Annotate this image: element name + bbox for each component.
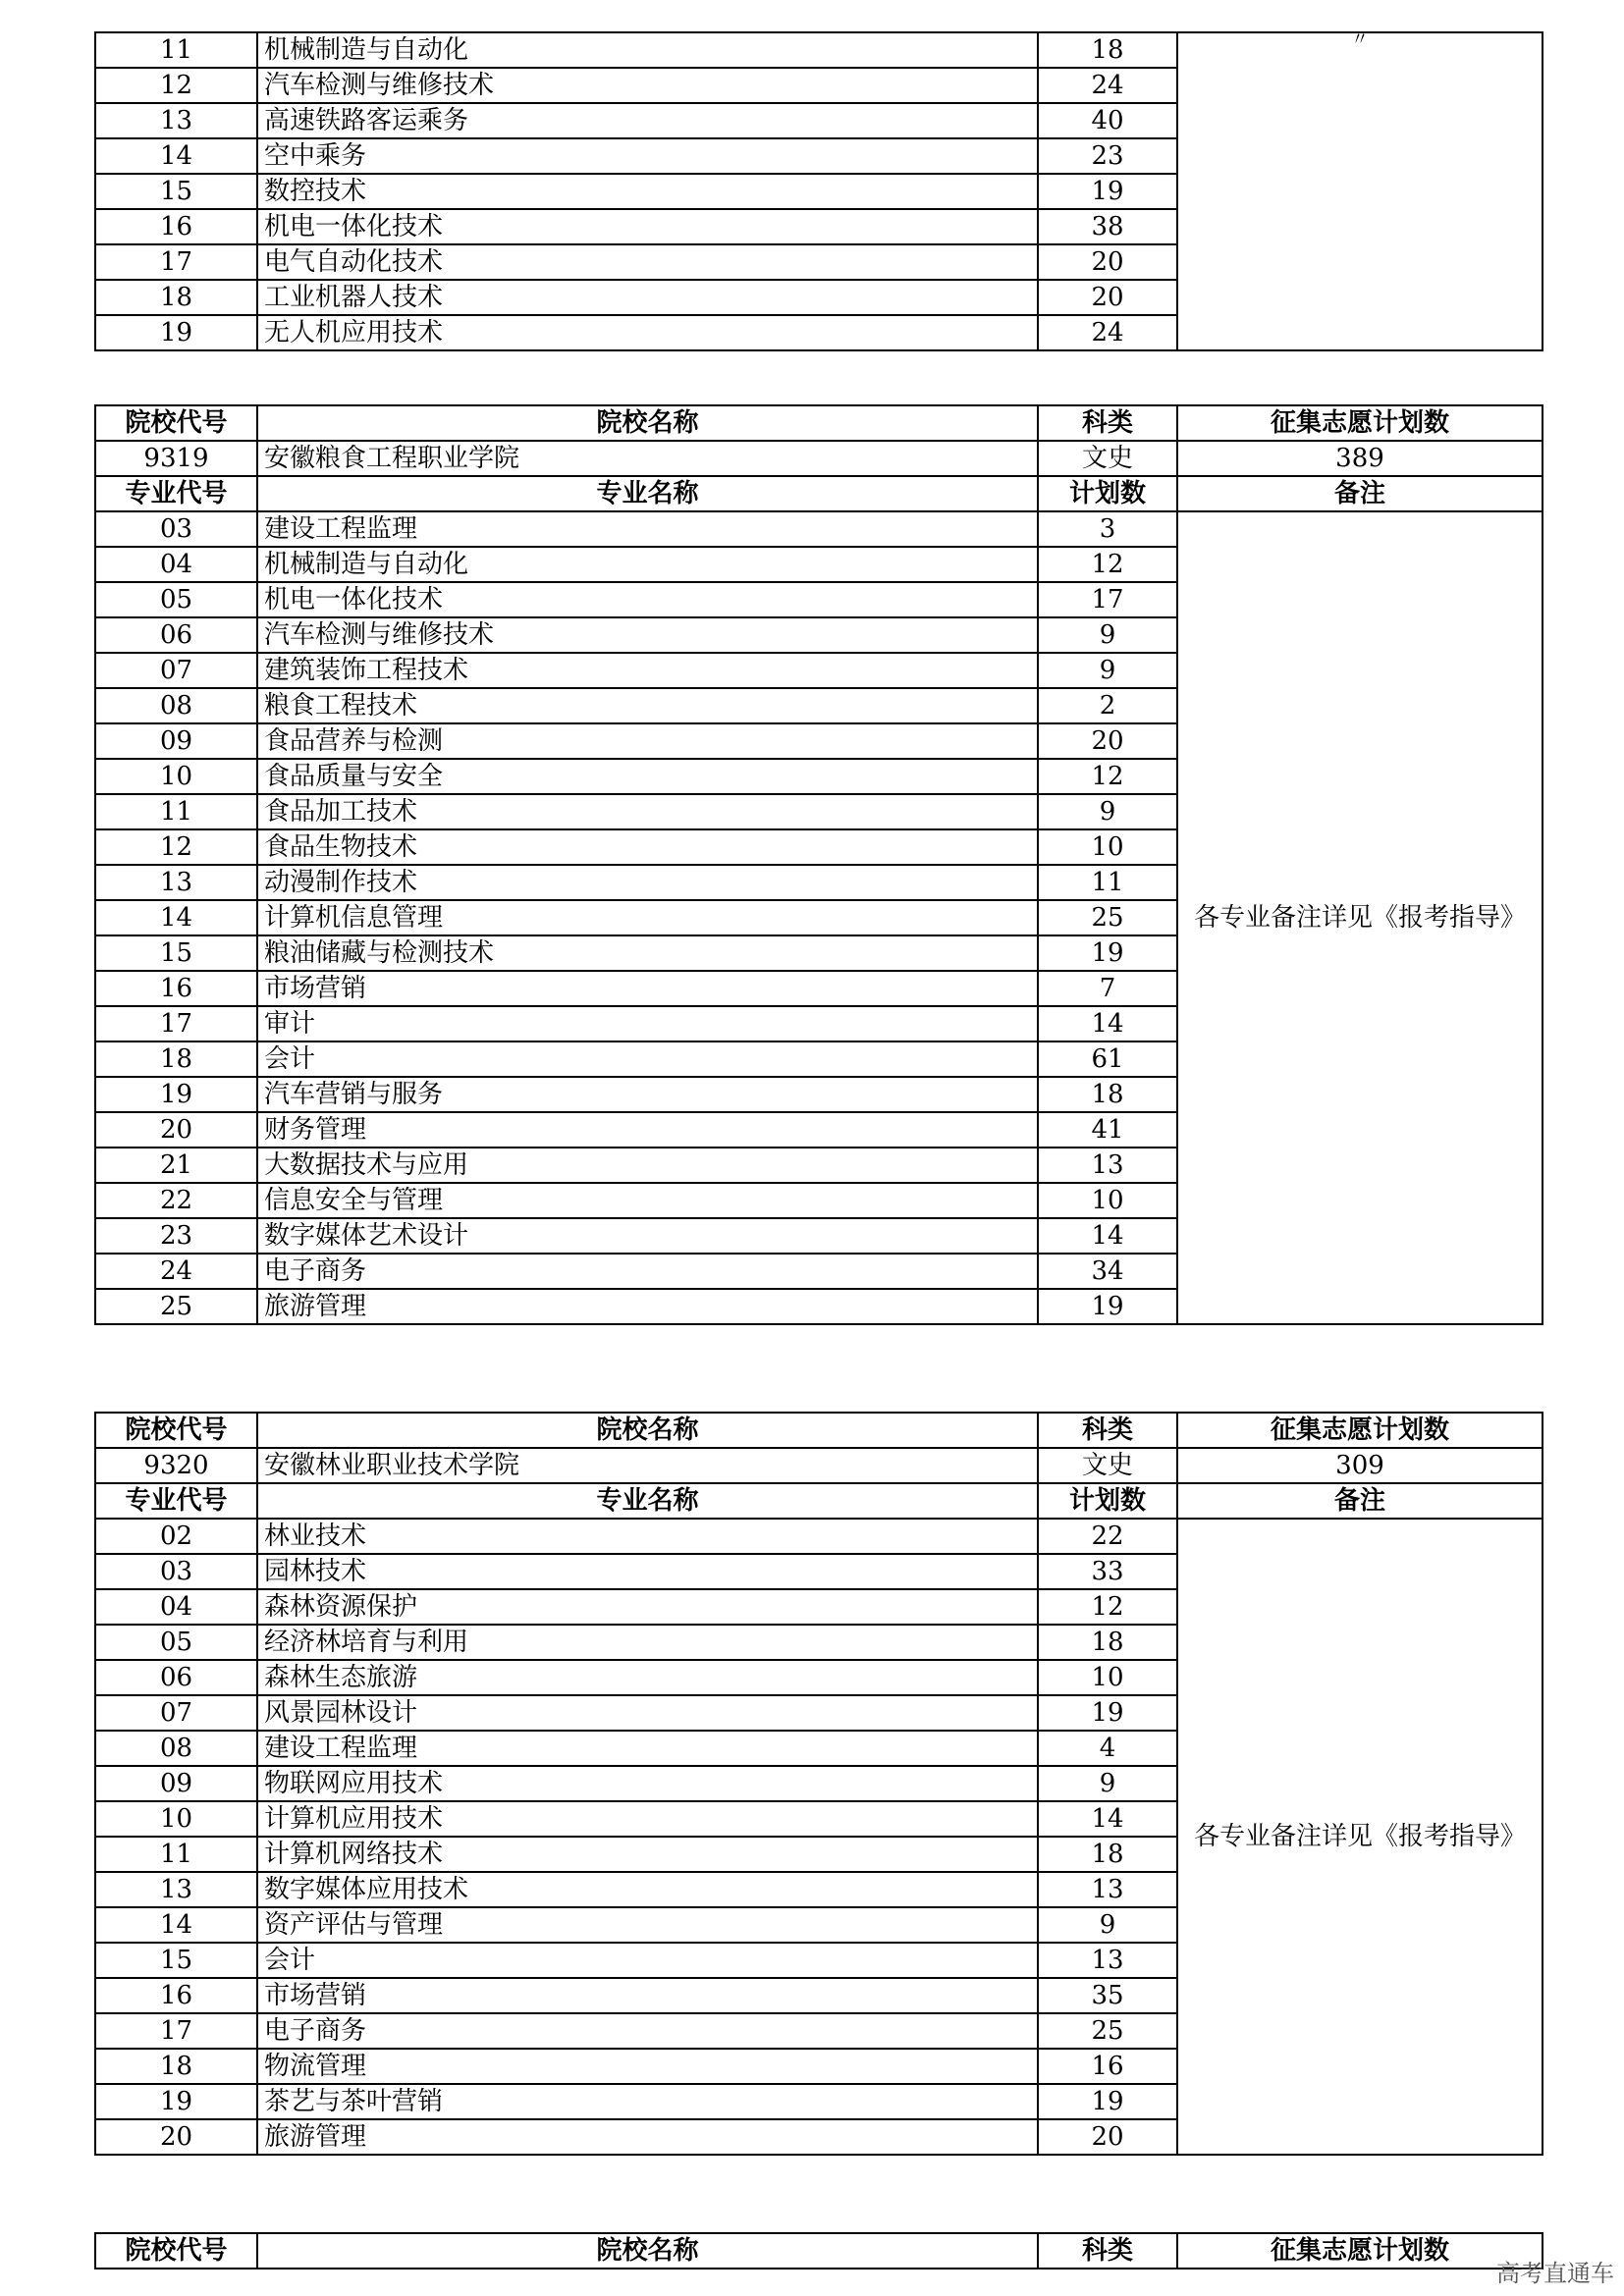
school-code-header: 院校代号 (95, 1413, 257, 1448)
major-name: 机械制造与自动化 (257, 547, 1038, 582)
major-name: 资产评估与管理 (257, 1907, 1038, 1943)
major-name: 财务管理 (257, 1112, 1038, 1148)
plan-count: 20 (1038, 2119, 1177, 2155)
plan-count: 3 (1038, 511, 1177, 547)
plan-total-header: 征集志愿计划数 (1177, 405, 1543, 441)
major-name: 数字媒体应用技术 (257, 1872, 1038, 1907)
major-code: 06 (95, 617, 257, 653)
school-code-header: 院校代号 (95, 405, 257, 441)
major-name: 市场营销 (257, 1978, 1038, 2013)
category: 文史 (1038, 1448, 1177, 1483)
major-name: 森林生态旅游 (257, 1660, 1038, 1695)
table-body (95, 32, 1543, 350)
plan-count: 61 (1038, 1041, 1177, 1077)
plan-count: 12 (1038, 547, 1177, 582)
plan-count: 12 (1038, 759, 1177, 794)
major-name: 风景园林设计 (257, 1695, 1038, 1731)
major-name: 工业机器人技术 (257, 280, 1038, 315)
table-block-2 (94, 404, 1543, 1325)
watermark: 高考直通车 (1496, 2260, 1614, 2287)
major-name: 食品生物技术 (257, 829, 1038, 865)
plan-count: 35 (1038, 1978, 1177, 2013)
major-code: 13 (95, 103, 257, 138)
school-code-header: 院校代号 (95, 2233, 257, 2269)
major-code: 19 (95, 1077, 257, 1112)
major-name: 园林技术 (257, 1554, 1038, 1589)
major-name: 电气自动化技术 (257, 244, 1038, 280)
plan-count: 9 (1038, 794, 1177, 829)
plan-count: 20 (1038, 244, 1177, 280)
plan-count: 16 (1038, 2049, 1177, 2084)
major-code: 04 (95, 547, 257, 582)
major-name: 旅游管理 (257, 1289, 1038, 1324)
plan-count: 23 (1038, 138, 1177, 174)
major-name: 食品加工技术 (257, 794, 1038, 829)
major-name: 机械制造与自动化 (257, 32, 1038, 68)
major-code: 18 (95, 280, 257, 315)
major-code: 20 (95, 1112, 257, 1148)
major-code: 14 (95, 900, 257, 935)
plan-count: 19 (1038, 1695, 1177, 1731)
major-name: 会计 (257, 1943, 1038, 1978)
plan-total: 389 (1177, 441, 1543, 476)
remark-cell: 各专业备注详见《报考指导》 (1177, 1519, 1543, 2155)
plan-count: 10 (1038, 1660, 1177, 1695)
major-name: 无人机应用技术 (257, 315, 1038, 350)
major-code: 05 (95, 1625, 257, 1660)
school-name-header: 院校名称 (257, 2233, 1038, 2269)
plan-count: 12 (1038, 1589, 1177, 1625)
major-code: 22 (95, 1183, 257, 1218)
major-code: 19 (95, 2084, 257, 2119)
category-header: 科类 (1038, 405, 1177, 441)
school-info-row (95, 441, 1543, 476)
plan-count: 33 (1038, 1554, 1177, 1589)
major-code: 09 (95, 723, 257, 759)
major-name: 物流管理 (257, 2049, 1038, 2084)
remark-header: 备注 (1177, 476, 1543, 511)
plan-count: 25 (1038, 900, 1177, 935)
major-name: 信息安全与管理 (257, 1183, 1038, 1218)
major-name: 食品质量与安全 (257, 759, 1038, 794)
school-code: 9320 (95, 1448, 257, 1483)
category-header: 科类 (1038, 2233, 1177, 2269)
plan-count: 13 (1038, 1943, 1177, 1978)
plan-count: 2 (1038, 688, 1177, 723)
plan-count: 19 (1038, 1289, 1177, 1324)
major-code: 13 (95, 1872, 257, 1907)
table-row (95, 32, 1543, 68)
major-code: 08 (95, 688, 257, 723)
school-name-header: 院校名称 (257, 1413, 1038, 1448)
major-code: 25 (95, 1289, 257, 1324)
major-code: 17 (95, 2013, 257, 2049)
major-name: 审计 (257, 1006, 1038, 1041)
major-code-header: 专业代号 (95, 1483, 257, 1519)
plan-count: 19 (1038, 935, 1177, 971)
plan-count: 18 (1038, 1077, 1177, 1112)
plan-count: 24 (1038, 68, 1177, 103)
major-code: 07 (95, 1695, 257, 1731)
major-name: 计算机应用技术 (257, 1801, 1038, 1837)
plan-count: 18 (1038, 32, 1177, 68)
plan-count: 18 (1038, 1837, 1177, 1872)
table-row (95, 511, 1543, 547)
plan-count: 40 (1038, 103, 1177, 138)
school-header-row (95, 1413, 1543, 1448)
major-code: 17 (95, 1006, 257, 1041)
major-code-header: 专业代号 (95, 476, 257, 511)
major-name: 会计 (257, 1041, 1038, 1077)
major-name: 粮油储藏与检测技术 (257, 935, 1038, 971)
major-code: 10 (95, 1801, 257, 1837)
major-name: 物联网应用技术 (257, 1766, 1038, 1801)
plan-count: 9 (1038, 653, 1177, 688)
plan-count: 34 (1038, 1254, 1177, 1289)
plan-count: 20 (1038, 280, 1177, 315)
major-name: 粮食工程技术 (257, 688, 1038, 723)
major-code: 24 (95, 1254, 257, 1289)
major-name: 食品营养与检测 (257, 723, 1038, 759)
major-code: 15 (95, 174, 257, 209)
major-code: 05 (95, 582, 257, 617)
major-code: 16 (95, 209, 257, 244)
major-code: 23 (95, 1218, 257, 1254)
plan-total: 309 (1177, 1448, 1543, 1483)
school-name-header: 院校名称 (257, 405, 1038, 441)
major-code: 15 (95, 1943, 257, 1978)
major-name: 汽车检测与维修技术 (257, 617, 1038, 653)
major-code: 19 (95, 315, 257, 350)
school-name: 安徽粮食工程职业学院 (257, 441, 1038, 476)
remark-header: 备注 (1177, 1483, 1543, 1519)
plan-count: 9 (1038, 1907, 1177, 1943)
major-code: 16 (95, 1978, 257, 2013)
table-block-3 (94, 1412, 1543, 2156)
major-code: 12 (95, 68, 257, 103)
major-code: 07 (95, 653, 257, 688)
major-name: 空中乘务 (257, 138, 1038, 174)
plan-count: 13 (1038, 1872, 1177, 1907)
major-code: 13 (95, 865, 257, 900)
plan-total-header: 征集志愿计划数 (1177, 1413, 1543, 1448)
plan-count: 14 (1038, 1801, 1177, 1837)
major-code: 08 (95, 1731, 257, 1766)
plan-count-header: 计划数 (1038, 1483, 1177, 1519)
plan-count: 14 (1038, 1006, 1177, 1041)
plan-count: 7 (1038, 971, 1177, 1006)
table-body (95, 405, 1543, 1324)
major-code: 02 (95, 1519, 257, 1554)
plan-count: 13 (1038, 1148, 1177, 1183)
major-code: 14 (95, 138, 257, 174)
school-code: 9319 (95, 441, 257, 476)
plan-count: 14 (1038, 1218, 1177, 1254)
major-code: 11 (95, 794, 257, 829)
major-code: 18 (95, 2049, 257, 2084)
major-name: 计算机网络技术 (257, 1837, 1038, 1872)
major-code: 17 (95, 244, 257, 280)
school-header-row (95, 405, 1543, 441)
major-code: 18 (95, 1041, 257, 1077)
plan-count-header: 计划数 (1038, 476, 1177, 511)
major-code: 20 (95, 2119, 257, 2155)
plan-count: 10 (1038, 1183, 1177, 1218)
major-name: 建筑装饰工程技术 (257, 653, 1038, 688)
major-name: 林业技术 (257, 1519, 1038, 1554)
major-name: 大数据技术与应用 (257, 1148, 1038, 1183)
plan-count: 9 (1038, 1766, 1177, 1801)
major-code: 06 (95, 1660, 257, 1695)
major-code: 03 (95, 1554, 257, 1589)
plan-count: 38 (1038, 209, 1177, 244)
major-code: 04 (95, 1589, 257, 1625)
plan-count: 9 (1038, 617, 1177, 653)
school-header-row (95, 2233, 1543, 2269)
major-name: 森林资源保护 (257, 1589, 1038, 1625)
major-name: 旅游管理 (257, 2119, 1038, 2155)
remark-cell (1177, 32, 1543, 350)
major-name: 电子商务 (257, 1254, 1038, 1289)
plan-count: 20 (1038, 723, 1177, 759)
major-code: 11 (95, 32, 257, 68)
major-code: 14 (95, 1907, 257, 1943)
major-name: 数控技术 (257, 174, 1038, 209)
table-block-4 (94, 2232, 1543, 2269)
plan-count: 18 (1038, 1625, 1177, 1660)
major-name: 建设工程监理 (257, 511, 1038, 547)
major-name: 市场营销 (257, 971, 1038, 1006)
plan-count: 17 (1038, 582, 1177, 617)
plan-total-header: 征集志愿计划数 (1177, 2233, 1543, 2269)
table-row (95, 1519, 1543, 1554)
ditto-mark: 〃 (1351, 29, 1369, 50)
plan-count: 11 (1038, 865, 1177, 900)
major-code: 12 (95, 829, 257, 865)
major-code: 21 (95, 1148, 257, 1183)
major-code: 09 (95, 1766, 257, 1801)
major-name: 高速铁路客运乘务 (257, 103, 1038, 138)
plan-count: 19 (1038, 174, 1177, 209)
major-name: 经济林培育与利用 (257, 1625, 1038, 1660)
major-name: 机电一体化技术 (257, 209, 1038, 244)
major-code: 10 (95, 759, 257, 794)
major-name: 机电一体化技术 (257, 582, 1038, 617)
category-header: 科类 (1038, 1413, 1177, 1448)
major-code: 11 (95, 1837, 257, 1872)
major-name: 动漫制作技术 (257, 865, 1038, 900)
category: 文史 (1038, 441, 1177, 476)
school-info-row (95, 1448, 1543, 1483)
school-name: 安徽林业职业技术学院 (257, 1448, 1038, 1483)
major-header-row (95, 1483, 1543, 1519)
plan-count: 24 (1038, 315, 1177, 350)
major-name: 汽车营销与服务 (257, 1077, 1038, 1112)
plan-count: 10 (1038, 829, 1177, 865)
plan-count: 25 (1038, 2013, 1177, 2049)
major-name: 建设工程监理 (257, 1731, 1038, 1766)
major-name-header: 专业名称 (257, 476, 1038, 511)
major-name: 计算机信息管理 (257, 900, 1038, 935)
plan-count: 41 (1038, 1112, 1177, 1148)
major-code: 16 (95, 971, 257, 1006)
plan-count: 19 (1038, 2084, 1177, 2119)
remark-cell: 各专业备注详见《报考指导》 (1177, 511, 1543, 1324)
major-name: 汽车检测与维修技术 (257, 68, 1038, 103)
major-name: 茶艺与茶叶营销 (257, 2084, 1038, 2119)
plan-count: 22 (1038, 1519, 1177, 1554)
major-header-row (95, 476, 1543, 511)
plan-count: 4 (1038, 1731, 1177, 1766)
table-block-1 (94, 31, 1543, 351)
major-code: 03 (95, 511, 257, 547)
table-body (95, 1413, 1543, 2155)
major-name: 电子商务 (257, 2013, 1038, 2049)
major-name: 数字媒体艺术设计 (257, 1218, 1038, 1254)
major-code: 15 (95, 935, 257, 971)
major-name-header: 专业名称 (257, 1483, 1038, 1519)
